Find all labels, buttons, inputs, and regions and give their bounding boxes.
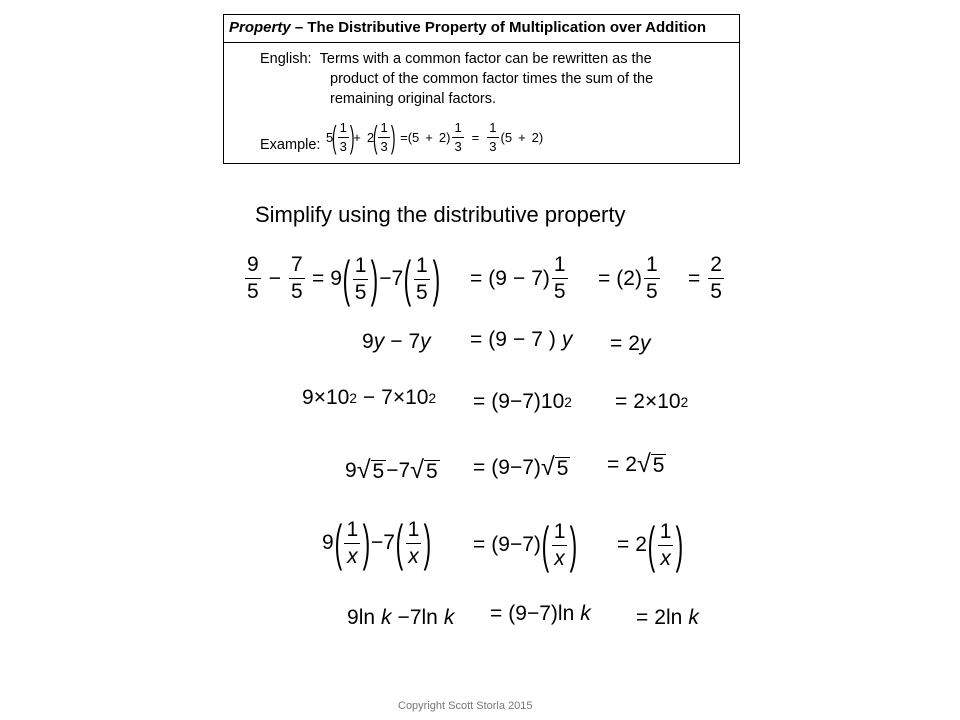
math-two: 2: [628, 332, 640, 355]
math-one: 1: [659, 519, 672, 543]
row5-result: [617, 516, 684, 573]
math-rparen: ): [533, 390, 541, 413]
math-nine: 9: [498, 533, 510, 557]
math-rparen: ): [550, 602, 558, 625]
math-minus: −: [526, 602, 540, 625]
row1-result: [688, 254, 726, 303]
math-rparen: ): [423, 514, 432, 571]
math-nine: 9: [495, 266, 507, 290]
math-radical: √: [356, 456, 371, 484]
math-part: [541, 455, 571, 480]
math-two: 2: [625, 452, 637, 476]
math-minus: −: [268, 266, 281, 290]
math-radical: √: [540, 453, 555, 481]
math-seven: 7: [522, 455, 534, 479]
math-five: 5: [652, 454, 665, 478]
math-part: [552, 521, 568, 570]
math-nine: 9: [302, 386, 314, 409]
math-lparen: (: [395, 514, 404, 571]
math-rparen: ): [371, 250, 379, 307]
math-lparen: (: [488, 266, 496, 290]
math-equals: =: [312, 267, 325, 291]
math-part: [452, 121, 463, 153]
math-minus: −: [370, 531, 384, 555]
row4-step1: [473, 455, 570, 480]
math-k: k: [580, 602, 591, 625]
math-minus: −: [509, 390, 523, 413]
math-one: 1: [553, 253, 566, 276]
math-nine: 9: [495, 328, 507, 351]
math-k: k: [688, 606, 699, 629]
math-equals: =: [598, 266, 611, 290]
math-ln: ln: [557, 602, 575, 625]
math-two: 2: [635, 533, 647, 557]
math-nine: 9: [345, 458, 357, 482]
math-rparen: ): [533, 533, 541, 557]
math-part: [637, 452, 667, 477]
math-three: 3: [380, 138, 388, 154]
math-equals: =: [471, 129, 480, 145]
math-minus: −: [379, 267, 392, 291]
math-seven: 7: [381, 386, 393, 409]
math-lparen: (: [647, 516, 656, 573]
math-nine: 9: [247, 253, 259, 276]
row6-result: [636, 606, 699, 630]
math-one: 1: [553, 519, 566, 543]
math-times: ×: [392, 386, 406, 409]
math-equals: =: [615, 390, 628, 413]
math-times: ×: [313, 386, 326, 409]
math-two: 2: [564, 394, 572, 410]
math-radical: √: [636, 450, 651, 478]
math-minus: −: [509, 533, 523, 557]
math-x: x: [660, 546, 671, 570]
row1-step3: [598, 254, 662, 303]
math-nine: 9: [347, 606, 359, 629]
copyright-notice: Copyright Scott Storla 2015: [398, 700, 533, 712]
math-part: [338, 121, 349, 153]
math-seven: 7: [391, 267, 404, 291]
row5-step1: [473, 516, 578, 573]
section-subtitle: Simplify using the distributive property: [255, 202, 626, 227]
math-part: [406, 543, 422, 544]
math-lparen: (: [491, 390, 499, 413]
math-minus: −: [397, 606, 410, 629]
math-part: [378, 121, 389, 153]
math-part: [658, 521, 674, 570]
math-x: x: [408, 544, 419, 568]
math-part: [552, 545, 568, 546]
math-equals: =: [473, 533, 486, 557]
row4-expr: [345, 458, 440, 483]
math-ten: 10: [325, 386, 350, 409]
math-equals: =: [470, 266, 483, 290]
math-minus: −: [390, 330, 403, 353]
math-plus: +: [425, 129, 433, 145]
math-lparen: (: [491, 455, 499, 479]
math-part: [338, 137, 349, 138]
math-rparen: ): [676, 516, 684, 573]
math-part: [357, 458, 387, 483]
math-five: 5: [415, 280, 428, 304]
row3-result: [615, 390, 688, 414]
english-description: English: Terms with a common factor can be rewritten as the product of the common factor times the sum of the remaining original factors.: [260, 51, 654, 107]
math-part: [245, 278, 261, 279]
math-lparen: (: [491, 533, 499, 557]
math-nine: 9: [362, 330, 374, 353]
math-two: 2: [438, 129, 447, 145]
row2-result: [610, 332, 650, 356]
row6-expr: [347, 606, 454, 630]
math-ln: ln: [665, 606, 683, 629]
title-divider: [224, 42, 739, 43]
math-two: 2: [531, 129, 539, 145]
math-part: [353, 279, 369, 280]
math-lparen: (: [407, 129, 413, 145]
math-seven: 7: [531, 266, 543, 290]
math-minus: −: [386, 458, 399, 482]
math-equals: =: [610, 332, 623, 355]
math-y: y: [639, 332, 651, 355]
math-equals: =: [473, 390, 486, 413]
row5-expr: [322, 514, 432, 571]
math-equals: =: [607, 452, 620, 476]
math-two: 2: [349, 390, 357, 406]
math-times: ×: [644, 390, 658, 413]
math-lparen: (: [342, 250, 351, 307]
math-nine: 9: [498, 455, 510, 479]
math-five: 5: [645, 280, 658, 304]
math-rparen: ): [569, 516, 578, 573]
math-k: k: [443, 606, 455, 629]
math-plus: +: [518, 129, 526, 145]
math-seven: 7: [522, 533, 534, 557]
math-seven: 7: [539, 602, 551, 625]
math-seven: 7: [409, 606, 422, 629]
math-five: 5: [354, 280, 367, 304]
math-two: 2: [366, 129, 375, 145]
row6-step1: [490, 602, 591, 626]
math-nine: 9: [322, 531, 334, 555]
math-part: [414, 279, 430, 280]
math-lparen: (: [541, 516, 550, 573]
math-ln: ln: [358, 606, 376, 629]
math-two: 2: [680, 394, 689, 410]
math-seven: 7: [408, 330, 421, 353]
math-part: [708, 254, 724, 303]
math-rparen: ): [538, 129, 544, 145]
math-five: 5: [425, 460, 438, 484]
math-y: y: [373, 330, 385, 353]
math-y: y: [420, 330, 431, 353]
math-rparen: ): [548, 328, 556, 351]
math-three: 3: [489, 138, 497, 154]
math-five: 5: [710, 280, 722, 304]
math-one: 1: [339, 120, 347, 135]
math-five: 5: [326, 129, 334, 145]
math-part: [452, 137, 463, 138]
row2-expr: [362, 330, 431, 354]
row1-step1: [312, 250, 440, 307]
math-ten: 10: [405, 386, 429, 409]
math-rparen: ): [432, 250, 440, 307]
math-part: [644, 278, 660, 279]
math-equals: =: [490, 602, 503, 625]
math-five: 5: [412, 129, 420, 145]
math-five: 5: [290, 280, 303, 304]
math-part: [487, 121, 498, 153]
math-part: [289, 278, 305, 279]
math-rparen: ): [634, 266, 642, 290]
math-minus: −: [509, 455, 523, 479]
math-two: 2: [710, 253, 722, 276]
math-part: [344, 519, 360, 568]
math-one: 1: [645, 253, 658, 276]
math-ten: 10: [657, 390, 681, 413]
math-rparen: ): [446, 129, 451, 145]
math-nine: 9: [515, 602, 527, 625]
math-part: [245, 254, 261, 303]
math-equals: =: [400, 129, 408, 145]
math-two: 2: [654, 606, 666, 629]
math-rparen: ): [542, 266, 550, 290]
math-nine: 9: [330, 267, 342, 291]
math-lparen: (: [334, 514, 342, 571]
math-rparen: ): [362, 514, 371, 571]
example-equation: [326, 121, 543, 153]
math-part: [378, 137, 389, 138]
math-seven: 7: [531, 328, 543, 351]
math-one: 1: [380, 120, 388, 135]
row2-step1: [470, 328, 572, 352]
math-rparen: ): [349, 119, 355, 155]
math-lparen: (: [500, 129, 505, 145]
math-five: 5: [556, 457, 569, 481]
example-label: Example:: [260, 137, 321, 153]
math-lparen: (: [616, 266, 624, 290]
math-equals: =: [470, 328, 483, 351]
math-ln: ln: [421, 606, 438, 629]
math-lparen: (: [372, 119, 378, 155]
math-equals: =: [636, 606, 649, 629]
row1-step2: [470, 254, 570, 303]
math-part: [552, 278, 568, 279]
math-part: [406, 519, 422, 568]
math-seven: 7: [522, 390, 534, 413]
math-x: x: [347, 544, 358, 568]
row3-step1: [473, 390, 572, 414]
math-part: [410, 458, 440, 483]
math-minus: −: [362, 386, 376, 409]
math-lparen: (: [508, 602, 516, 625]
math-part: [708, 278, 724, 279]
math-five: 5: [372, 460, 385, 484]
math-part: [289, 254, 305, 303]
row1-expr: [243, 254, 307, 303]
math-seven: 7: [383, 531, 395, 555]
math-lparen: (: [403, 250, 412, 307]
math-rparen: ): [533, 455, 541, 479]
math-part: [658, 545, 674, 546]
math-one: 1: [415, 253, 428, 277]
math-part: [644, 254, 660, 303]
math-lparen: (: [332, 119, 337, 155]
math-two: 2: [633, 390, 645, 413]
math-one: 1: [354, 253, 367, 277]
math-radical: √: [410, 456, 424, 484]
math-part: [414, 255, 430, 304]
math-equals: =: [688, 266, 701, 290]
math-plus: +: [353, 129, 361, 145]
math-part: [353, 255, 369, 304]
math-three: 3: [339, 138, 347, 154]
math-seven: 7: [398, 458, 411, 482]
math-one: 1: [454, 120, 462, 135]
math-minus: −: [512, 328, 526, 351]
math-minus: −: [512, 266, 526, 290]
math-part: [552, 254, 568, 303]
math-two: 2: [428, 390, 437, 406]
math-one: 1: [489, 120, 497, 135]
math-five: 5: [247, 280, 259, 304]
property-box: [223, 14, 740, 164]
row3-expr: [302, 386, 436, 410]
math-equals: =: [473, 455, 486, 479]
math-one: 1: [407, 517, 420, 541]
math-ten: 10: [540, 390, 565, 413]
math-two: 2: [623, 266, 635, 290]
math-y: y: [561, 328, 573, 351]
math-equals: =: [617, 533, 630, 557]
math-x: x: [554, 546, 565, 570]
math-one: 1: [346, 517, 359, 541]
math-seven: 7: [290, 253, 303, 276]
math-part: [487, 137, 498, 138]
math-five: 5: [504, 129, 513, 145]
math-nine: 9: [498, 390, 510, 413]
math-part: [344, 543, 360, 544]
property-title: Property – The Distributive Property of Multiplication over Addition: [229, 19, 706, 36]
math-k: k: [381, 606, 392, 629]
math-rparen: ): [390, 119, 396, 155]
math-three: 3: [454, 138, 462, 154]
math-five: 5: [553, 280, 566, 304]
math-lparen: (: [488, 328, 496, 351]
row4-result: [607, 452, 666, 477]
